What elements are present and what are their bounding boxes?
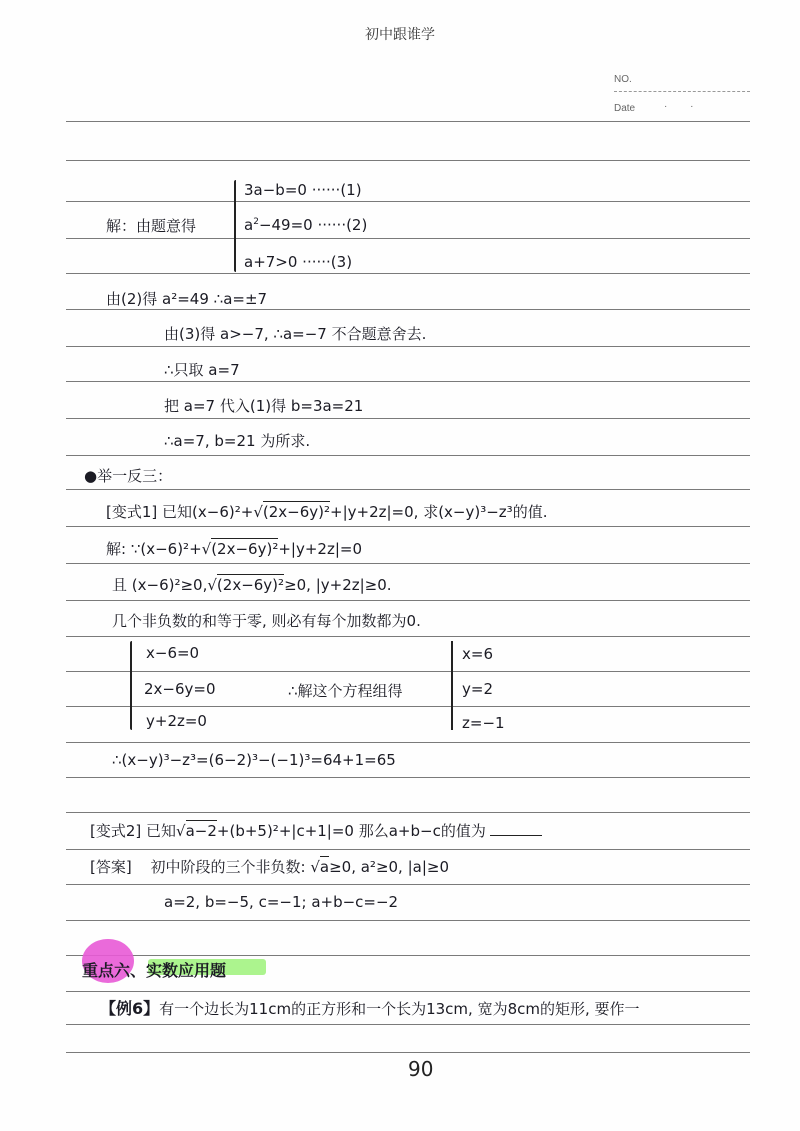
example6-label: 【例6】 xyxy=(100,999,160,1018)
variant1-result-z: z=−1 xyxy=(462,714,505,732)
solution-step-2: 由(3)得 a>−7, ∴a=−7 不合题意舍去. xyxy=(164,325,427,343)
answer-blank xyxy=(490,835,542,836)
key-point-title: 重点六、实数应用题 xyxy=(82,961,227,980)
no-dash-line xyxy=(614,91,750,92)
solution-step-1: 由(2)得 a²=49 ∴a=±7 xyxy=(106,290,268,308)
variant1-sqrt: (2x−6y)² xyxy=(262,503,331,521)
equation-2: $a^2-49=0 \cdot\cdot\cdot\cdot\cdot\cdot(2)$ xyxy=(244,216,368,234)
equation-1: 3a−b=0 ······(1) xyxy=(244,181,362,199)
variant1-sys-eq-3: y+2z=0 xyxy=(146,712,207,730)
variant1-solve-text: ∴解这个方程组得 xyxy=(288,682,403,700)
system-brace xyxy=(234,180,240,272)
date-marks: · · xyxy=(664,101,704,112)
variant1-final-answer: ∴(x−y)³−z³=(6−2)³−(−1)³=64+1=65 xyxy=(112,751,396,769)
variant1-sys-eq-2: 2x−6y=0 xyxy=(144,680,216,698)
no-label: NO. xyxy=(614,74,632,85)
variant1-solution-line: 解: ∵(x−6)²+√(2x−6y)²+|y+2z|=0 xyxy=(106,540,362,558)
solution-step-3: ∴只取 a=7 xyxy=(164,361,240,379)
variant1-problem: [变式1] 已知(x−6)²+√(2x−6y)²+|y+2z|=0, 求(x−y)³−z³的值. xyxy=(106,503,548,521)
variant1-result-brace xyxy=(451,641,453,730)
page-header-title: 初中跟谁学 xyxy=(365,27,435,43)
solution-lead: 解：由题意得 xyxy=(106,217,197,235)
date-label: Date xyxy=(614,103,636,114)
solution-step-5: ∴a=7, b=21 为所求. xyxy=(164,432,311,450)
solution-step-4: 把 a=7 代入(1)得 b=3a=21 xyxy=(164,397,364,415)
page-number: 90 xyxy=(408,1057,434,1081)
variant1-system-brace xyxy=(130,641,136,730)
variant1-nonneg-line: 且 (x−6)²≥0,√(2x−6y)²≥0, |y+2z|≥0. xyxy=(112,576,392,594)
answer-label: [答案] xyxy=(90,858,132,876)
variant2-answer-line: [答案] 初中阶段的三个非负数: √a≥0, a²≥0, |a|≥0 xyxy=(90,858,450,876)
equation-3: a+7>0 ······(3) xyxy=(244,253,353,271)
variant1-result-x: x=6 xyxy=(462,645,493,663)
variant2-answer-values: a=2, b=−5, c=−1; a+b−c=−2 xyxy=(164,893,399,911)
variant1-sys-eq-1: x−6=0 xyxy=(146,644,200,662)
example6-line: 【例6】有一个边长为11cm的正方形和一个长为13cm, 宽为8cm的矩形, 要作一 xyxy=(100,999,640,1018)
variant2-problem: [变式2] 已知√a−2+(b+5)²+|c+1|=0 那么a+b−c的值为 xyxy=(90,820,542,841)
variant1-result-y: y=2 xyxy=(462,680,493,698)
section-juyi-title: ●举一反三： xyxy=(84,467,173,485)
variant1-rule-text: 几个非负数的和等于零, 则必有每个加数都为0. xyxy=(112,612,421,630)
